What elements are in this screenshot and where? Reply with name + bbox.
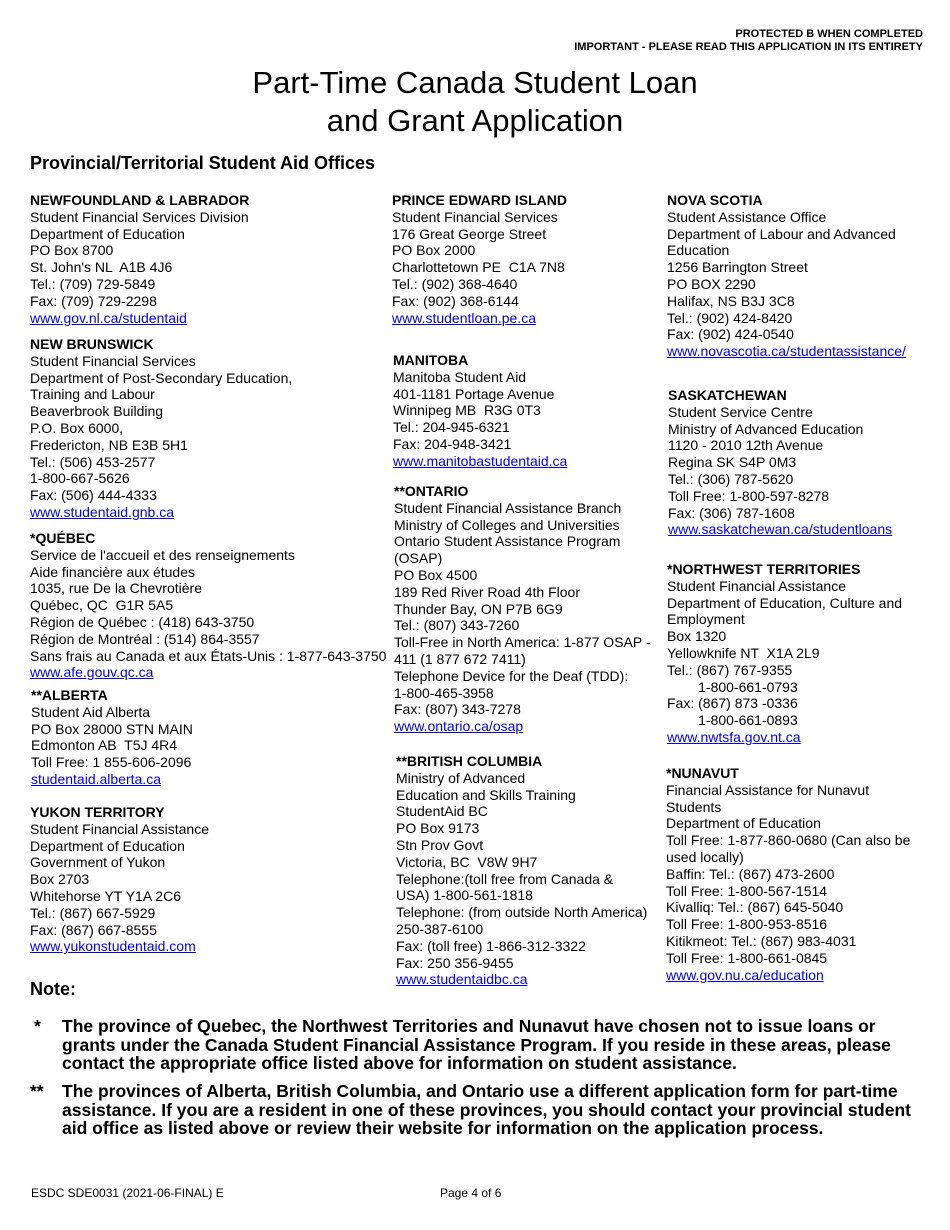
office-detail-line: Région de Montréal : (514) 864-3557 bbox=[30, 630, 260, 647]
office-detail-line: Ontario Student Assistance Program bbox=[394, 533, 621, 550]
office-nova-scotia bbox=[667, 192, 906, 360]
office-detail-line: Student Financial Services bbox=[30, 352, 196, 369]
office-british-columbia bbox=[396, 753, 647, 988]
office-nunavut bbox=[666, 765, 910, 983]
protected-label: PROTECTED B WHEN COMPLETED bbox=[735, 28, 923, 40]
office-detail-line: Winnipeg MB R3G 0T3 bbox=[393, 402, 541, 419]
office-detail-line: used locally) bbox=[666, 848, 744, 865]
office-website-link[interactable]: www.novascotia.ca/studentassistance/ bbox=[667, 343, 906, 360]
office-detail-line: Tel.: (902) 368-4640 bbox=[392, 275, 518, 292]
office-detail-line: Halifax, NS B3J 3C8 bbox=[667, 292, 795, 309]
office-detail-line: Stn Prov Govt bbox=[396, 836, 484, 853]
office-detail-line: Ministry of Advanced Education bbox=[668, 420, 864, 437]
office-detail-line: 250-387-6100 bbox=[396, 920, 484, 937]
office-name: *NORTHWEST TERRITORIES bbox=[667, 561, 861, 577]
office-detail-line: Fax: (709) 729-2298 bbox=[30, 292, 157, 309]
office-detail-line: Student Financial Assistance bbox=[667, 577, 846, 594]
office-detail-line: Fax: (306) 787-1608 bbox=[668, 504, 795, 521]
note-text: The province of Quebec, the Northwest Territories and Nunavut have chosen not to issue loans or grants under the Canada Student Financial Assistance Program. If you reside in these areas, please contact the appropriate office listed above for information on student assistance. bbox=[62, 1016, 891, 1073]
office-detail-line: Toll Free: 1-800-567-1514 bbox=[666, 882, 828, 899]
office-detail-line: Victoria, BC V8W 9H7 bbox=[396, 853, 538, 870]
office-detail-line: Telephone: (from outside North America) bbox=[396, 904, 648, 921]
office-detail-line: Department of Education bbox=[30, 837, 185, 854]
office-website-link[interactable]: studentaid.alberta.ca bbox=[31, 770, 161, 787]
office-detail-line: Tel.: (902) 424-8420 bbox=[667, 309, 793, 326]
office-detail-line: Tel.: (867) 667-5929 bbox=[30, 904, 156, 921]
office-website-link[interactable]: www.gov.nl.ca/studentaid bbox=[30, 309, 187, 326]
office-detail-line: Department of Labour and Advanced bbox=[667, 225, 896, 242]
office-website-link[interactable]: www.studentloan.pe.ca bbox=[392, 309, 536, 326]
important-label: IMPORTANT - PLEASE READ THIS APPLICATION IN ITS ENTIRETY bbox=[574, 41, 923, 53]
office-name: PRINCE EDWARD ISLAND bbox=[392, 192, 568, 208]
office-detail-line: Région de Québec : (418) 643-3750 bbox=[30, 613, 255, 630]
office-detail-line: Department of Education bbox=[666, 815, 821, 832]
office-name: NOVA SCOTIA bbox=[667, 192, 763, 208]
office-detail-line: 1-800-661-0793 bbox=[667, 678, 798, 695]
office-detail-line: Student Assistance Office bbox=[667, 208, 827, 225]
page-number: Page 4 of 6 bbox=[440, 1186, 502, 1200]
office-detail-line: Box 2703 bbox=[30, 871, 90, 888]
office-yukon bbox=[30, 804, 209, 955]
office-detail-line: PO Box 8700 bbox=[30, 242, 114, 259]
office-detail-line: Baffin: Tel.: (867) 473-2600 bbox=[666, 865, 835, 882]
office-detail-line: 1035, rue De la Chevrotière bbox=[30, 580, 202, 597]
office-detail-line: Tel.: (709) 729-5849 bbox=[30, 275, 156, 292]
office-detail-line: Toll Free: 1-800-953-8516 bbox=[666, 916, 828, 933]
office-detail-line: PO Box 4500 bbox=[394, 566, 478, 583]
office-detail-line: P.O. Box 6000, bbox=[30, 419, 124, 436]
office-name: **ALBERTA bbox=[31, 687, 108, 703]
office-detail-line: Employment bbox=[667, 611, 745, 628]
office-detail-line: Student Aid Alberta bbox=[31, 703, 151, 720]
office-detail-line: Telephone Device for the Deaf (TDD): bbox=[394, 667, 629, 684]
office-pei bbox=[392, 192, 567, 326]
office-detail-line: Fax: (506) 444-4333 bbox=[30, 487, 157, 504]
note-heading: Note: bbox=[30, 979, 76, 999]
office-detail-line: Manitoba Student Aid bbox=[393, 368, 527, 385]
office-detail-line: 1-800-465-3958 bbox=[394, 684, 494, 701]
office-detail-line: Education and Skills Training bbox=[396, 786, 576, 803]
office-website-link[interactable]: www.yukonstudentaid.com bbox=[30, 938, 196, 955]
office-detail-line: Tel.: (506) 453-2577 bbox=[30, 453, 156, 470]
office-detail-line: Beaverbrook Building bbox=[30, 403, 164, 420]
office-detail-line: 189 Red River Road 4th Floor bbox=[394, 583, 580, 600]
office-detail-line: Tel.: (807) 343-7260 bbox=[394, 617, 520, 634]
office-detail-line: Kivalliq: Tel.: (867) 645-5040 bbox=[666, 899, 844, 916]
office-detail-line: (OSAP) bbox=[394, 550, 443, 567]
office-detail-line: Student Financial Assistance bbox=[30, 820, 209, 837]
office-detail-line: Department of Education, Culture and bbox=[667, 594, 903, 611]
office-detail-line: Toll Free: 1-800-661-0845 bbox=[666, 949, 828, 966]
office-detail-line: 1256 Barrington Street bbox=[667, 259, 808, 276]
office-detail-line: Tel.: (306) 787-5620 bbox=[668, 470, 794, 487]
section-title: Provincial/Territorial Student Aid Offices bbox=[30, 153, 376, 173]
office-detail-line: Fax: 250 356-9455 bbox=[396, 954, 514, 971]
office-website-link[interactable]: www.saskatchewan.ca/studentloans bbox=[668, 521, 893, 538]
office-manitoba bbox=[393, 352, 567, 470]
office-detail-line: Student Financial Services Division bbox=[30, 208, 249, 225]
office-detail-line: 1-800-661-0893 bbox=[667, 712, 798, 729]
office-detail-line: Tel.: 204-945-6321 bbox=[393, 419, 510, 436]
office-detail-line: St. John's NL A1B 4J6 bbox=[30, 259, 173, 276]
office-detail-line: Training and Labour bbox=[30, 386, 155, 403]
office-name: SASKATCHEWAN bbox=[668, 387, 787, 403]
office-name: **ONTARIO bbox=[394, 483, 469, 499]
note-item bbox=[30, 1017, 920, 1073]
office-detail-line: Fredericton, NB E3B 5H1 bbox=[30, 436, 188, 453]
office-name: NEWFOUNDLAND & LABRADOR bbox=[30, 192, 250, 208]
office-name: MANITOBA bbox=[393, 352, 469, 368]
office-detail-line: Box 1320 bbox=[667, 628, 727, 645]
office-website-link[interactable]: www.afe.gouv.qc.ca bbox=[30, 664, 154, 681]
office-website-link[interactable]: www.gov.nu.ca/education bbox=[666, 966, 824, 983]
office-detail-line: Education bbox=[667, 242, 730, 259]
office-detail-line: StudentAid BC bbox=[396, 803, 488, 820]
office-detail-line: Fax: (867) 873 -0336 bbox=[667, 695, 798, 712]
office-detail-line: Toll Free: 1-877-860-0680 (Can also be bbox=[666, 832, 911, 849]
office-detail-line: Fax: (807) 343-7278 bbox=[394, 701, 521, 718]
office-detail-line: Toll-Free in North America: 1-877 OSAP - bbox=[394, 634, 651, 651]
office-detail-line: Québec, QC G1R 5A5 bbox=[30, 597, 174, 614]
office-detail-line: PO Box 9173 bbox=[396, 820, 480, 837]
office-detail-line: 401-1181 Portage Avenue bbox=[393, 385, 555, 402]
office-detail-line: Service de l'accueil et des renseignements bbox=[30, 546, 295, 563]
office-detail-line: Aide financière aux études bbox=[30, 563, 195, 580]
form-identifier: ESDC SDE0031 (2021-06-FINAL) E bbox=[31, 1186, 224, 1200]
office-website-link[interactable]: www.manitobastudentaid.ca bbox=[393, 452, 568, 469]
office-detail-line: Ministry of Colleges and Universities bbox=[394, 516, 620, 533]
note-item bbox=[30, 1082, 920, 1138]
office-detail-line: Department of Post-Secondary Education, bbox=[30, 369, 293, 386]
note-marker: * bbox=[34, 1016, 41, 1036]
title-line-1: Part-Time Canada Student Loan bbox=[252, 65, 698, 100]
office-detail-line: Tel.: (867) 767-9355 bbox=[667, 661, 793, 678]
office-northwest-territories bbox=[667, 561, 902, 746]
office-name: YUKON TERRITORY bbox=[30, 804, 165, 820]
office-website-link[interactable]: www.ontario.ca/osap bbox=[394, 718, 524, 735]
office-detail-line: Whitehorse YT Y1A 2C6 bbox=[30, 887, 181, 904]
office-detail-line: Fax: (902) 424-0540 bbox=[667, 326, 794, 343]
office-quebec bbox=[30, 530, 386, 681]
office-detail-line: Student Service Centre bbox=[668, 403, 813, 420]
office-detail-line: Fax: 204-948-3421 bbox=[393, 435, 512, 452]
office-detail-line: Financial Assistance for Nunavut bbox=[666, 781, 870, 798]
office-detail-line: Edmonton AB T5J 4R4 bbox=[31, 737, 178, 754]
office-name: *NUNAVUT bbox=[666, 765, 739, 781]
document-header bbox=[574, 28, 923, 54]
office-detail-line: Toll Free: 1-800-597-8278 bbox=[668, 487, 830, 504]
office-detail-line: PO Box 2000 bbox=[392, 242, 476, 259]
note-marker: ** bbox=[30, 1081, 44, 1101]
office-detail-line: PO BOX 2290 bbox=[667, 275, 756, 292]
office-detail-line: 176 Great George Street bbox=[392, 225, 547, 242]
office-saskatchewan bbox=[668, 387, 892, 538]
office-detail-line: Regina SK S4P 0M3 bbox=[668, 454, 797, 471]
office-detail-line: Thunder Bay, ON P7B 6G9 bbox=[394, 600, 563, 617]
office-detail-line: Student Financial Assistance Branch bbox=[394, 499, 622, 516]
office-newfoundland bbox=[30, 192, 249, 326]
page-title bbox=[0, 64, 950, 140]
office-name: *QUÉBEC bbox=[30, 530, 96, 546]
office-detail-line: Kitikmeot: Tel.: (867) 983-4031 bbox=[666, 932, 857, 949]
office-new-brunswick bbox=[30, 336, 292, 521]
office-detail-line: Fax: (toll free) 1-866-312-3322 bbox=[396, 937, 586, 954]
office-detail-line: Charlottetown PE C1A 7N8 bbox=[392, 259, 565, 276]
office-detail-line: Toll Free: 1 855-606-2096 bbox=[31, 754, 192, 771]
office-detail-line: Government of Yukon bbox=[30, 854, 166, 871]
office-name: **BRITISH COLUMBIA bbox=[396, 753, 543, 769]
office-detail-line: Telephone:(toll free from Canada & bbox=[396, 870, 614, 887]
office-detail-line: 1-800-667-5626 bbox=[30, 470, 130, 487]
office-detail-line: Yellowknife NT X1A 2L9 bbox=[667, 644, 820, 661]
office-detail-line: 1120 - 2010 12th Avenue bbox=[668, 437, 824, 454]
office-website-link[interactable]: www.nwtsfa.gov.nt.ca bbox=[667, 728, 801, 745]
office-detail-line: Student Financial Services bbox=[392, 208, 558, 225]
office-detail-line: Fax: (902) 368-6144 bbox=[392, 292, 519, 309]
note-text: The provinces of Alberta, British Columbia, and Ontario use a different application form for part-time assistance. If you are a resident in one of these provinces, you should contact your provincial student aid office as listed above or review their website for information on the application process. bbox=[62, 1081, 911, 1138]
office-detail-line: PO Box 28000 STN MAIN bbox=[31, 720, 193, 737]
office-ontario bbox=[394, 483, 651, 735]
office-detail-line: Students bbox=[666, 798, 722, 815]
office-alberta bbox=[31, 687, 193, 788]
office-detail-line: Department of Education bbox=[30, 225, 185, 242]
office-detail-line: Ministry of Advanced bbox=[396, 769, 526, 786]
office-website-link[interactable]: www.studentaidbc.ca bbox=[396, 971, 528, 988]
office-detail-line: Fax: (867) 667-8555 bbox=[30, 921, 157, 938]
title-line-2: and Grant Application bbox=[326, 103, 624, 138]
office-detail-line: USA) 1-800-561-1818 bbox=[396, 887, 533, 904]
office-name: NEW BRUNSWICK bbox=[30, 336, 154, 352]
office-website-link[interactable]: www.studentaid.gnb.ca bbox=[30, 503, 174, 520]
office-detail-line: 411 (1 877 672 7411) bbox=[394, 650, 526, 667]
office-detail-line: Sans frais au Canada et aux États-Unis : 1-877-643-3750 bbox=[30, 647, 387, 664]
